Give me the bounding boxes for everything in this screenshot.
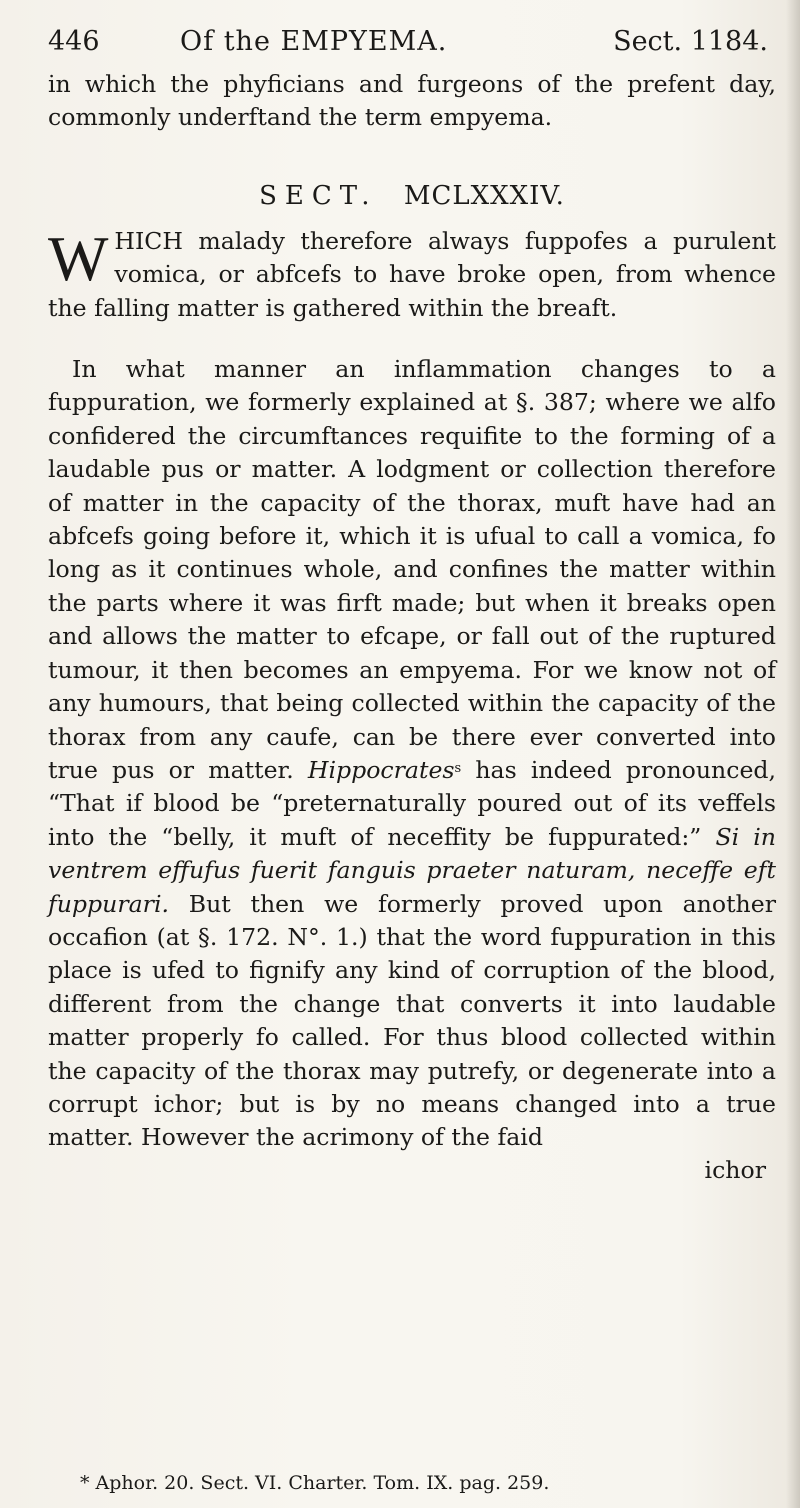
paragraph-1-text: HICH malady therefore always fuppofes a purulent vomica, or abfcefs to have broke open, from whence the falling matter is gathered within the breaft.	[48, 226, 776, 322]
footnote-marker: s	[454, 760, 462, 776]
page-edge-shadow	[786, 0, 800, 1508]
paragraph-2-part-2: has indeed pronounced, “That if blood be “preternaturally poured out of its veffels into the “belly, it muft of neceffity be fuppurated:”	[48, 755, 777, 851]
section-label: SECT.	[259, 180, 378, 211]
paragraph-2	[48, 353, 776, 1155]
section-heading	[48, 181, 776, 211]
drop-cap: W	[48, 222, 109, 294]
footnote: * Aphor. 20. Sect. VI. Charter. Tom. IX. pag. 259.	[80, 1472, 550, 1494]
paragraph-2-part-1: In what manner an inflammation changes to a fuppuration, we formerly explained at §. 387; where we alfo confidered the circumftances requifite to the forming of a laudable pus or matter. A lodgment or collection therefore of matter in the capacity of the thorax, muft have had an abfcefs going before it, which it is ufual to call a vomica, fo long as it continues whole, and confines the matter within the parts where it was firft made; but when it breaks open and allows the matter to efcape, or fall out of the ruptured tumour, it then becomes an empyema. For we know not of any humours, that being collected within the capacity of the thorax from any caufe, can be there ever converted into true pus or matter.	[48, 355, 776, 784]
intro-text: in which the phyficians and furgeons of the prefent day, commonly underftand the term empyema.	[48, 70, 776, 132]
catchword: ichor	[704, 1155, 766, 1184]
running-head	[48, 22, 776, 66]
page-number: 446	[48, 26, 100, 57]
running-section: Sect. 1184.	[613, 26, 768, 57]
section-number: MCLXXXIV.	[403, 180, 565, 211]
running-title: Of the EMPYEMA.	[180, 26, 448, 57]
text-column	[48, 22, 776, 1185]
hippocrates-name: Hippocrates	[307, 755, 455, 784]
paragraph-1	[48, 222, 776, 325]
paragraph-2-part-3: But then we formerly proved upon another occafion (at §. 172. N°. 1.) that the word fuppuration in this place is ufed to fignify any kind of corruption of the blood, different from the change that converts it into laudable matter properly fo called. For thus blood collected within the capacity of the thorax may putrefy, or degenerate into a corrupt ichor; but is by no means changed into a true matter. However the acrimony of the faid	[48, 889, 776, 1152]
latin-quotation: Si in ventrem effufus fuerit fanguis praeter naturam, neceffe eft fuppurari.	[48, 822, 776, 918]
